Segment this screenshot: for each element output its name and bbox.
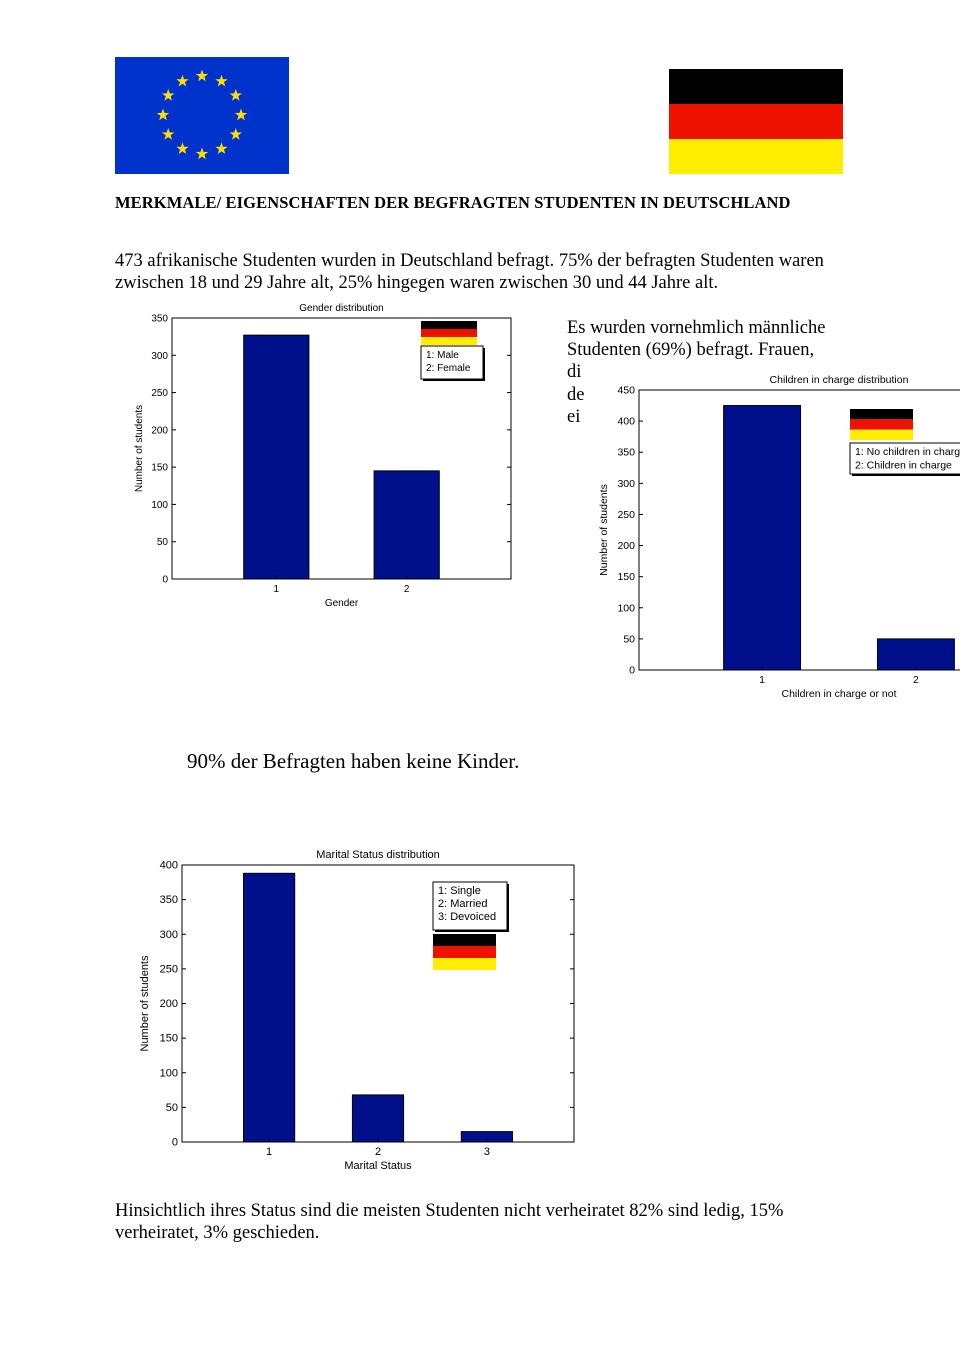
legend-entry: 1: Male <box>426 350 459 361</box>
legend-flag-black <box>850 409 913 419</box>
bar <box>374 471 439 579</box>
y-tick-label: 100 <box>159 1067 178 1080</box>
x-tick-label: 2 <box>913 674 919 686</box>
marital-paragraph: Hinsichtlich ihres Status sind die meisten Studenten nicht verheiratet 82% sind ledig, 15% verheiratet, 3% geschieden. <box>115 1201 784 1243</box>
y-tick-label: 400 <box>617 415 635 428</box>
y-tick-label: 250 <box>159 963 178 976</box>
legend-entry: 3: Devoiced <box>438 911 497 923</box>
legend-flag-gold <box>433 958 496 970</box>
y-tick-label: 50 <box>156 537 168 549</box>
legend-flag-gold <box>421 337 477 345</box>
y-tick-label: 350 <box>151 313 168 325</box>
y-tick-label: 300 <box>617 477 635 490</box>
y-tick-label: 0 <box>629 664 635 677</box>
flag-stripe-gold <box>669 139 843 174</box>
legend-flag-red <box>421 329 477 337</box>
legend-entry: 2: Children in charge <box>855 459 952 472</box>
y-tick-label: 200 <box>617 540 635 553</box>
legend-entry: 2: Female <box>426 363 471 374</box>
legend-flag-red <box>433 946 496 958</box>
x-axis-label: Gender <box>324 598 359 609</box>
y-tick-label: 0 <box>162 574 168 586</box>
y-tick-label: 0 <box>171 1136 178 1149</box>
legend-flag-gold <box>850 430 913 440</box>
x-tick-label: 1 <box>273 584 280 595</box>
bar <box>352 1095 403 1142</box>
gender-paragraph-clipped <box>567 361 585 431</box>
flag-stripe-red <box>669 104 843 139</box>
chart-title: Children in charge distribution <box>769 374 909 386</box>
gender-clipped-line-1: di <box>567 362 582 382</box>
gender-paragraph: Es wurden vornehmlich männliche Studenten (69%) befragt. Frauen, <box>567 318 826 360</box>
y-tick-label: 200 <box>151 425 168 437</box>
legend-flag-red <box>850 419 913 429</box>
marital-chart <box>128 843 580 1175</box>
german-flag <box>669 69 843 174</box>
bar <box>244 335 309 579</box>
x-tick-label: 1 <box>759 674 765 686</box>
y-tick-label: 300 <box>151 350 168 362</box>
y-tick-label: 400 <box>159 859 178 872</box>
y-tick-label: 150 <box>151 462 168 474</box>
y-tick-label: 100 <box>617 602 635 615</box>
y-tick-label: 50 <box>165 1101 178 1114</box>
legend-flag-black <box>421 321 477 329</box>
y-tick-label: 250 <box>151 388 168 400</box>
y-axis-label: Number of students <box>134 404 145 493</box>
y-tick-label: 250 <box>617 508 635 521</box>
y-tick-label: 50 <box>623 633 635 646</box>
bar <box>724 406 801 670</box>
gender-chart <box>128 298 528 610</box>
y-axis-label: Number of students <box>139 955 151 1052</box>
y-tick-label: 300 <box>159 928 178 941</box>
legend-entry: 1: No children in charg <box>855 446 960 458</box>
gender-clipped-line-3: ei <box>567 407 581 427</box>
children-paragraph: 90% der Befragten haben keine Kinder. <box>187 749 520 773</box>
y-tick-label: 350 <box>617 446 635 459</box>
x-axis-label: Children in charge or not <box>781 688 897 700</box>
x-tick-label: 2 <box>374 1146 382 1158</box>
y-tick-label: 350 <box>159 894 178 907</box>
page-title: MERKMALE/ EIGENSCHAFTEN DER BEGFRAGTEN STUDENTEN IN DEUTSCHLAND <box>115 193 791 212</box>
chart-title: Gender distribution <box>299 303 384 314</box>
y-tick-label: 450 <box>617 384 635 397</box>
gender-clipped-line-2: de <box>567 384 585 405</box>
eu-flag <box>115 57 289 174</box>
x-tick-label: 2 <box>403 584 410 595</box>
y-axis-label: Number of students <box>598 484 610 576</box>
legend-entry: 2: Married <box>438 898 488 910</box>
flag-stripe-black <box>669 69 843 104</box>
x-tick-label: 3 <box>483 1146 490 1158</box>
y-tick-label: 150 <box>159 1032 178 1045</box>
intro-paragraph: 473 afrikanische Studenten wurden in Deutschland befragt. 75% der befragten Studenten waren zwischen 18 und 29 Jahre alt, 25% hingegen waren zwischen 30 und 44 Jahre alt. <box>115 251 824 293</box>
y-tick-label: 100 <box>151 499 168 511</box>
legend-entry: 1: Single <box>438 885 481 897</box>
x-tick-label: 1 <box>266 1146 273 1158</box>
y-tick-label: 150 <box>617 571 635 584</box>
bar <box>244 873 295 1142</box>
y-tick-label: 200 <box>159 998 178 1010</box>
x-axis-label: Marital Status <box>344 1160 412 1172</box>
bar <box>877 639 954 670</box>
chart-title: Marital Status distribution <box>316 849 440 861</box>
legend-flag-black <box>433 934 496 946</box>
children-chart <box>582 368 960 702</box>
